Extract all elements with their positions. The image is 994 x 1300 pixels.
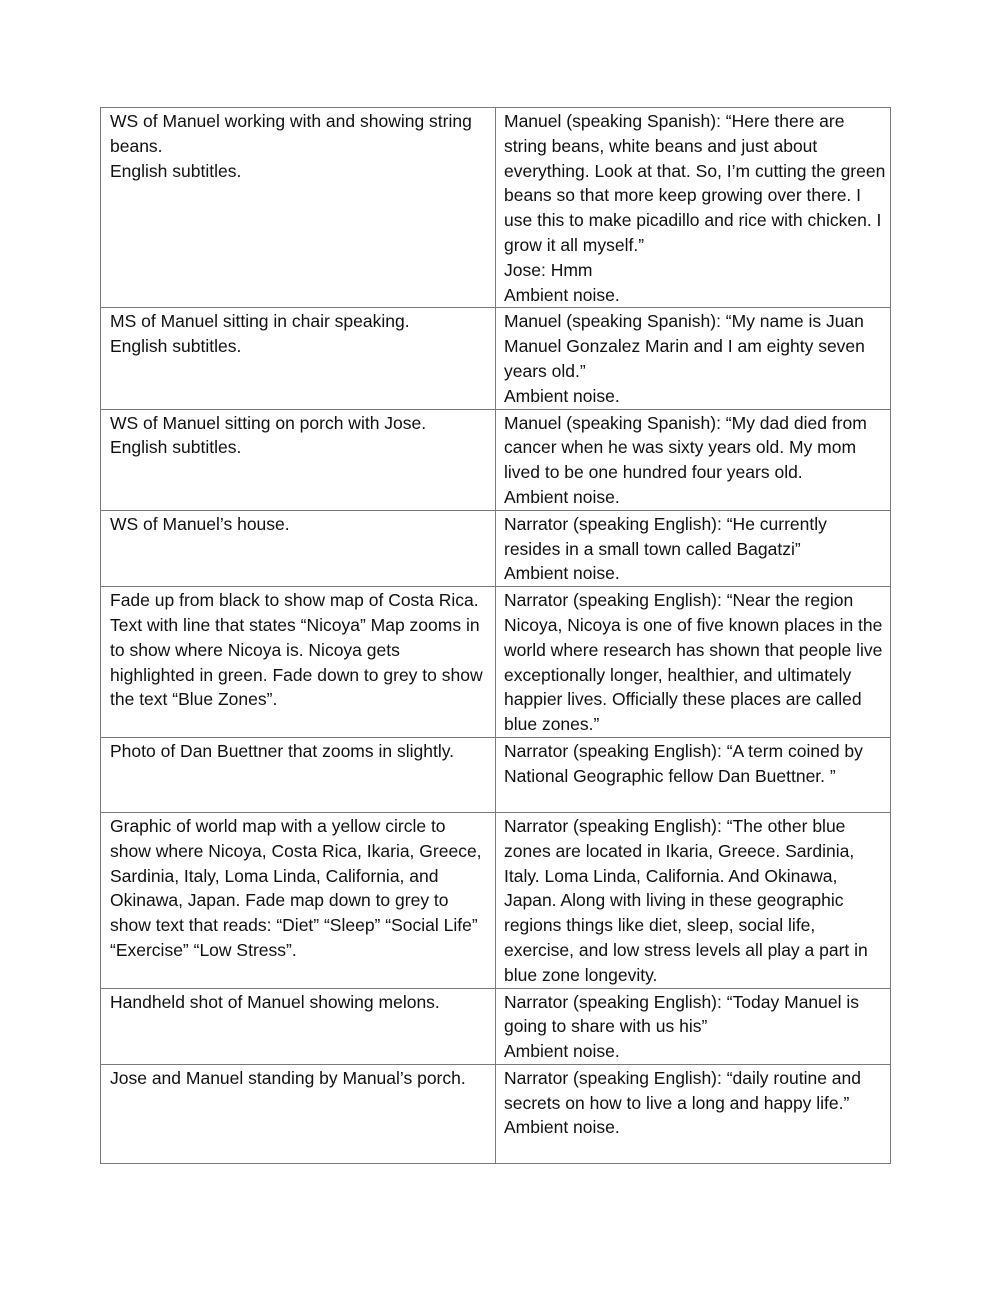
audio-cell: Manuel (speaking Spanish): “Here there are string beans, white beans and just about everything. Look at that. So, I’m cutting the green beans so that more keep growing over there. I use this to make picadillo and rice with chicken. I grow it all myself.” Jose: Hmm Ambient noise. [496,108,891,308]
table-row [101,587,891,738]
table-row [101,108,891,308]
audio-cell: Narrator (speaking English): “The other blue zones are located in Ikaria, Greece. Sardinia, Italy. Loma Linda, California. And Okinawa, Japan. Along with living in these geographic regions things like diet, sleep, social life, exercise, and low stress levels all play a part in blue zone longevity. [496,812,891,988]
video-cell: Jose and Manuel standing by Manual’s porch. [101,1064,496,1163]
table-row [101,510,891,586]
audio-cell: Manuel (speaking Spanish): “My dad died from cancer when he was sixty years old. My mom lived to be one hundred four years old. Ambient noise. [496,409,891,510]
table-row [101,409,891,510]
video-cell: Fade up from black to show map of Costa Rica. Text with line that states “Nicoya” Map zooms in to show where Nicoya is. Nicoya gets highlighted in green. Fade down to grey to show the text “Blue Zones”. [101,587,496,738]
video-cell: Handheld shot of Manuel showing melons. [101,988,496,1064]
video-cell: Graphic of world map with a yellow circle to show where Nicoya, Costa Rica, Ikaria, Greece, Sardinia, Italy, Loma Linda, California, and Okinawa, Japan. Fade map down to grey to show text that reads: “Diet” “Sleep” “Social Life” “Exercise” “Low Stress”. [101,812,496,988]
table-row [101,308,891,409]
table-row [101,812,891,988]
video-cell: Photo of Dan Buettner that zooms in slightly. [101,737,496,812]
video-cell: WS of Manuel sitting on porch with Jose. English subtitles. [101,409,496,510]
audio-cell: Narrator (speaking English): “A term coined by National Geographic fellow Dan Buettner. ” [496,737,891,812]
table-row [101,737,891,812]
audio-cell: Manuel (speaking Spanish): “My name is Juan Manuel Gonzalez Marin and I am eighty seven years old.” Ambient noise. [496,308,891,409]
video-cell: WS of Manuel working with and showing string beans. English subtitles. [101,108,496,308]
video-cell: WS of Manuel’s house. [101,510,496,586]
audio-cell: Narrator (speaking English): “He currently resides in a small town called Bagatzi” Ambient noise. [496,510,891,586]
video-cell: MS of Manuel sitting in chair speaking. English subtitles. [101,308,496,409]
script-table [100,107,891,1164]
audio-cell: Narrator (speaking English): “daily routine and secrets on how to live a long and happy life.” Ambient noise. [496,1064,891,1163]
table-row [101,1064,891,1163]
audio-cell: Narrator (speaking English): “Near the region Nicoya, Nicoya is one of five known places in the world where research has shown that people live exceptionally longer, healthier, and ultimately happier lives. Officially these places are called blue zones.” [496,587,891,738]
audio-cell: Narrator (speaking English): “Today Manuel is going to share with us his” Ambient noise. [496,988,891,1064]
table-row [101,988,891,1064]
